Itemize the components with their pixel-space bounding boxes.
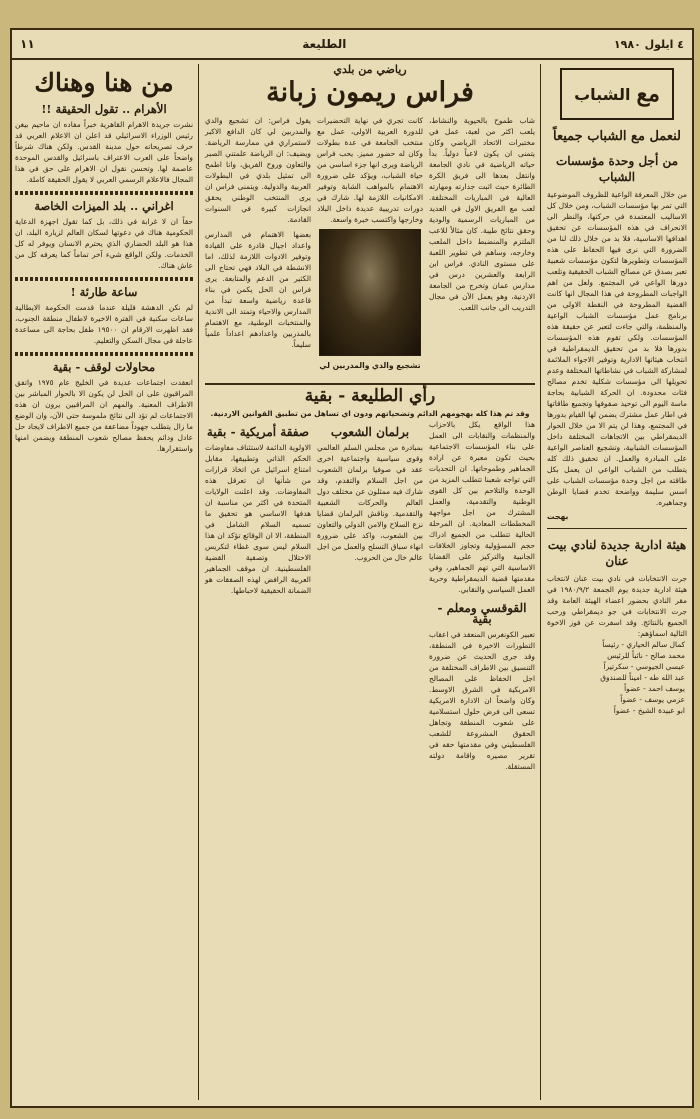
feature-text-c: يقول فراس: ان تشجيع والدي والمدربين لي كان الدافع الاكبر لاستمراري في ممارسة الرياضة. ويضيف: ان الرياضة علمتني الصبر والتعاون وروح الفريق، وانا اطمح الى تمثيل بلدي في البطولات العربية والدولية. ويتمنى فراس ان يرى المنتخب الوطني يحقق انجازات كبيرة في السنوات القادمة. <box>205 116 311 224</box>
divider <box>15 352 193 356</box>
list-item: ابو عبيدة الشيخ - عضواً <box>613 706 685 715</box>
lower-col-2 <box>317 419 423 772</box>
athlete-photo <box>319 229 421 356</box>
here-there-column <box>10 64 198 1100</box>
photo-caption: تشجيع والدي والمدربين لي <box>319 361 421 370</box>
youth-subhead: لنعمل مع الشباب جميعاً <box>553 129 681 144</box>
list-item: عزمي يوسف - عضواً <box>620 695 685 704</box>
page-number: ١١ <box>20 37 35 51</box>
list-item: كمال سالم الحياري - رئيساً <box>602 640 685 649</box>
main-feature <box>200 64 540 1100</box>
item-heading-ahram: الأهرام .. تقول الحقيقة !! <box>41 102 167 116</box>
page-header <box>12 30 692 60</box>
column-rule <box>540 64 541 1100</box>
list-item: عيسى الجيوسي - سكرتيراً <box>603 662 685 671</box>
feature-kicker: رياضي من بلدي <box>333 64 407 76</box>
item-body-hour: لم نكن الدهشة قليلة عندما قدمت الحكومة الايطالية ساعات سكنية في الفترة الاخيرة لاطفال منطقة الجنوب، فقد اظهرت الارقام ان ١٩٥٠٠ طفل بحاجة الى مساعدة عاجلة في مجال السكن والتعليم. <box>15 303 193 345</box>
list-item: محمد صالح - نائباً للرئيس <box>607 651 685 660</box>
admin-body: جرت الانتخابات في نادي بيت عنان لانتخاب هيئة ادارية جديدة يوم الجمعة ١٩٨٠/٩/٢ في مقر النادي بحضور اعضاء الهيئة العامة وقد جرت الانتخابات في جو ديمقراطي ورحب الجميع بالنتائج. وقد اسفرت عن فوز الاخوة التالية اسماؤهم: <box>547 574 688 638</box>
divider <box>15 191 193 195</box>
peoples-body: بمبادرة من مجلس السلم العالمي وقوى سياسية واجتماعية اخرى عقد في صوفيا برلمان الشعوب من اجل السلام والتقدم، وقد شارك فيه ممثلون عن مختلف دول العالم والحركات الشعبية والتقدمية. وناقش البرلمان قضايا نزع السلاح والامن الدولي والتعاون بين الشعوب، واكد على ضرورة انهاء سباق التسلح والعمل من اجل عالم خال من الحروب. <box>317 443 423 562</box>
feature-headline: فراس ريمون زبانة <box>266 77 474 108</box>
opinion-intro: وقد تم هذا كله بهجومهم الدائم وتضحياتهم ودون اي تساهل من تطبيق القوانين الاردنية. <box>210 409 530 418</box>
issue-date: ٤ ايلول ١٩٨٠ <box>613 37 684 51</box>
lower-col-3 <box>205 419 311 772</box>
youth-signature: بهجت <box>547 512 569 521</box>
divider <box>547 528 687 529</box>
item-body-ahram: نشرت جريدة الاهرام القاهرية خبراً مفاده ان ماحيم بيغن رئيس الوزراء الاسرائيلي قد اعلن ان الاعلام العربي قد حرف تصريحاته حول مدينة القدس. ولكن هناك شرطاً واضحاً على العرب الاعتراف باسرائيل والقدس الموحدة عاصمة لها. وتحسن نقول ان الاهرام على حق في هذا المجال فالاعلام الرسمي العربي لا يقول الحقيقة كاملة. <box>15 120 193 184</box>
opinion-body: هذا الواقع يكل بالاحزاب والمنظمات والنقابات الى العمل على بناء المؤسسات الاجتماعية بحيث تكون معبرة عن ارادة الجماهير وطموحاتها. ان التحديات التي تواجه شعبنا تتطلب المزيد من الوحدة والتلاحم بين كل القوى الوطنية والتقدمية، والعمل المشترك من اجل مواجهة المخططات المعادية. ان المرحلة الحالية تتطلب من الجميع ادراك حجم المسؤولية وتجاوز الخلافات الجانبية والتركيز على القضايا الاساسية التي تهم الجماهير، وفي مقدمتها قضية الديمقراطية وحرية العمل السياسي والنقابي. <box>429 420 535 594</box>
kissinger-body: تعبير الكونغرس المنعقد في اعقاب التطورات الاخيرة في المنطقة، وقد جرى الحديث عن ضرورة التنسيق بين الاطراف المختلفة من اجل الحفاظ على المصالح الامريكية في الشرق الاوسط. وكان واضحاً ان الادارة الامريكية تسعى الى فرض حلول استسلامية على شعوب المنطقة وتجاهل الحقوق المشروعة للشعب الفلسطيني وفي مقدمتها حقه في تقرير مصيره واقامة دولته المستقلة. <box>429 630 535 771</box>
newspaper-page <box>10 28 694 1108</box>
item-heading-attempts: محاولات لوقف - بقية <box>52 360 156 374</box>
youth-column <box>542 64 692 1100</box>
youth-logo-word: الشباب <box>574 84 631 104</box>
american-heading: صفقة أمريكية - بقية <box>206 425 310 439</box>
item-body-attempts: انعقدت اجتماعات عديدة في الخليج عام ١٩٧٥ واتفق المراقبون على ان الحل لن يكون الا بالحوار المباشر بين الاطراف المعنية. والمهم ان المراقبين يرون ان هذه الاجتماعات لم تؤد الى نتائج ملموسة حتى الآن، وان الوضع ما زال يتطلب جهوداً مضاعفة من جميع الاطراف لايجاد حل عادل ودائم يحفظ مصالح شعوب المنطقة ويضمن امنها واستقرارها. <box>15 378 193 453</box>
youth-subhead-2: من أجل وحدة مؤسسات الشباب <box>555 154 679 184</box>
column-masthead: من هنا وهناك <box>34 68 174 97</box>
admin-heading: هيئة ادارية جديدة لنادي بيت عنان <box>547 538 687 568</box>
item-heading-country: اغراني .. بلد الميزات الخاصة <box>34 199 174 213</box>
youth-logo-letters: مع <box>636 80 660 107</box>
item-body-country: حقاً ان لا غرابة في ذلك، بل كما تقول اجهزة الدعاية الحكومية هناك في دعوتها لسكان العالم لزيارة البلد، ان هذا هو البلد الحضاري الذي يحترم الانسان ويوفر له كل الخدمات. ولكن الواقع شيء آخر تماماً كما يعرفه كل من عاش هناك. <box>15 217 193 270</box>
divider <box>15 277 193 281</box>
peoples-heading: برلمان الشعوب <box>330 425 410 439</box>
list-item: يوسف احمد - عضواً <box>624 684 685 693</box>
column-rule <box>198 64 199 1100</box>
kissinger-heading: القوقسي ومعلم - بقية <box>437 601 527 626</box>
list-item: عبد الله طه - اميناً للصندوق <box>600 673 685 682</box>
feature-columns <box>205 115 535 375</box>
lower-col-1 <box>429 419 535 772</box>
feature-text-d: بعضها الاهتمام في المدارس واعداد اجيال قادرة على القيادة وتوفير الادوات اللازمة لذلك، اما الانشطة في البلاد فهي تحتاج الى الكثير من الدعم والمتابعة. يرى فراس ان الحل يكمن في بناء قاعدة رياضية واسعة تبدأ من المدارس والاحياء وتمتد الى الاندية والمنتخبات الوطنية، مع الاهتمام بالمدربين واعدادهم اعداداً علمياً سليماً. <box>205 230 311 349</box>
youth-article-body: من خلال المعرفة الواعية للظروف الموضوعية التي تمر بها مؤسسات الشباب، ومن خلال كل الاساليب المعتمدة في حركتها، والنظر الى الانحراف في هذه المؤسسات عن تحقيق اهدافها الاساسية، فلا بد من خلال ذلك لنا من الضرورة التي نرى فيها الحفاظ على هذه المؤسسات وتطويرها لتكون مؤسسات شعبية تعبر بصدق عن مصالح الشباب الحقيقية وتلعب دورها الواعي في المجتمع. ولعل من اهم الواجبات المطروحة في هذا المجال انها كانت القضية المطروحة في النقطة الاولى من برنامج عمل مؤسسات الشباب الواعية والمنظمة، والتي جاءت لتعبر عن حقيقة هذه المؤسسات. ولكي تقوم هذه المؤسسات بدورها فلا بد من تحقيق الديمقراطية في انتخاب هيئاتها الادارية وتوفير الاجواء الملائمة لمشاركة الشباب في نشاطاتها المختلفة وعدم تحويلها الى مؤسسات شكلية تخدم مصالح فئات محدودة. ان الحركة الشبابية بحاجة ماسة اليوم الى توحيد صفوفها وتجميع طاقاتها في اطار عمل مشترك يضمن لها القيام بدورها في المجتمع، وهذا لن يتم الا من خلال الحوار الديمقراطي بين الاتجاهات المختلفة داخل المؤسسات الشبابية، وتشجيع العناصر الواعية على المبادرة والعمل. ان تحقيق ذلك كله يتطلب من الشباب الواعي ان يعمل بكل طاقته من اجل وحدة مؤسسات الشباب على اسس سليمة وواضحة تخدم قضايا الوطن وجماهيره. <box>547 190 687 507</box>
item-heading-hour: ساعة طارئة ! <box>70 285 138 299</box>
feature-text-b: كانت تجري في نهاية التحضيرات للدورة العربية الاولى، عمل مع منتخب الجامعة في عدة بطولات وكان له حضور مميز. يحب فراس الرياضة ويرى انها جزء اساسي من حياة الشباب، ويؤكد على ضرورة الاهتمام بالمواهب الشابة وتوفير الامكانيات اللازمة لها. شارك في دورات تدريبية عديدة داخل البلاد وخارجها واكتسب خبرة واسعة. <box>317 116 423 224</box>
opinion-heading: رأي الطليعة - بقية <box>205 383 535 402</box>
american-body: الاولوية الدائمة لاستئناف مفاوضات الحكم الذاتي وتطبيقها، مقابل امتناع اسرائيل عن اتخاذ قرارات من شأنها ان تعرقل هذه المفاوضات. وقد اعلنت الولايات المتحدة في اكثر من مناسبة ان هدفها الاساسي هو تحقيق ما تسميه السلام الشامل في المنطقة، الا ان الوقائع تؤكد ان هذا السلام ليس سوى غطاء لتكريس الاحتلال وتصفية القضية الفلسطينية. ان موقف الجماهير العربية الرافض لهذه الصفقات هو الضمانة الحقيقية لاحباطها. <box>205 443 311 595</box>
feature-text-a: شاب طموح بالحيوية والنشاط، يلعب اكثر من لعبة، عمل في مختبرات الاتحاد الرياضي وكان يتمنى ان يكون لاعباً دولياً. بدأ حياته الرياضية في نادي الجامعة وانتقل بعدها الى فريق الكرة الطائرة حيث اثبت جدارته ومهارته العالية في المباريات المختلفة. لعب مع الفريق الاول في العديد من المباريات الرسمية والودية وحقق نتائج طيبة. كان مثالاً للاعب الملتزم والمنضبط داخل الملعب وخارجه، وساهم في تطوير اللعبة على مستوى النادي. فراس ابن الرابعة والعشرين درس في مدارس عمان وتخرج من الجامعة الاردنية، وهو يعمل الآن في مجال التدريب الى جانب اللعب. <box>429 116 535 312</box>
feature-text-c-wrap <box>205 115 311 375</box>
paper-name: الطليعة <box>302 37 347 51</box>
lower-columns <box>205 419 535 772</box>
feature-text-b-wrap <box>317 115 423 375</box>
youth-logo <box>560 68 674 120</box>
admin-members <box>547 639 687 716</box>
